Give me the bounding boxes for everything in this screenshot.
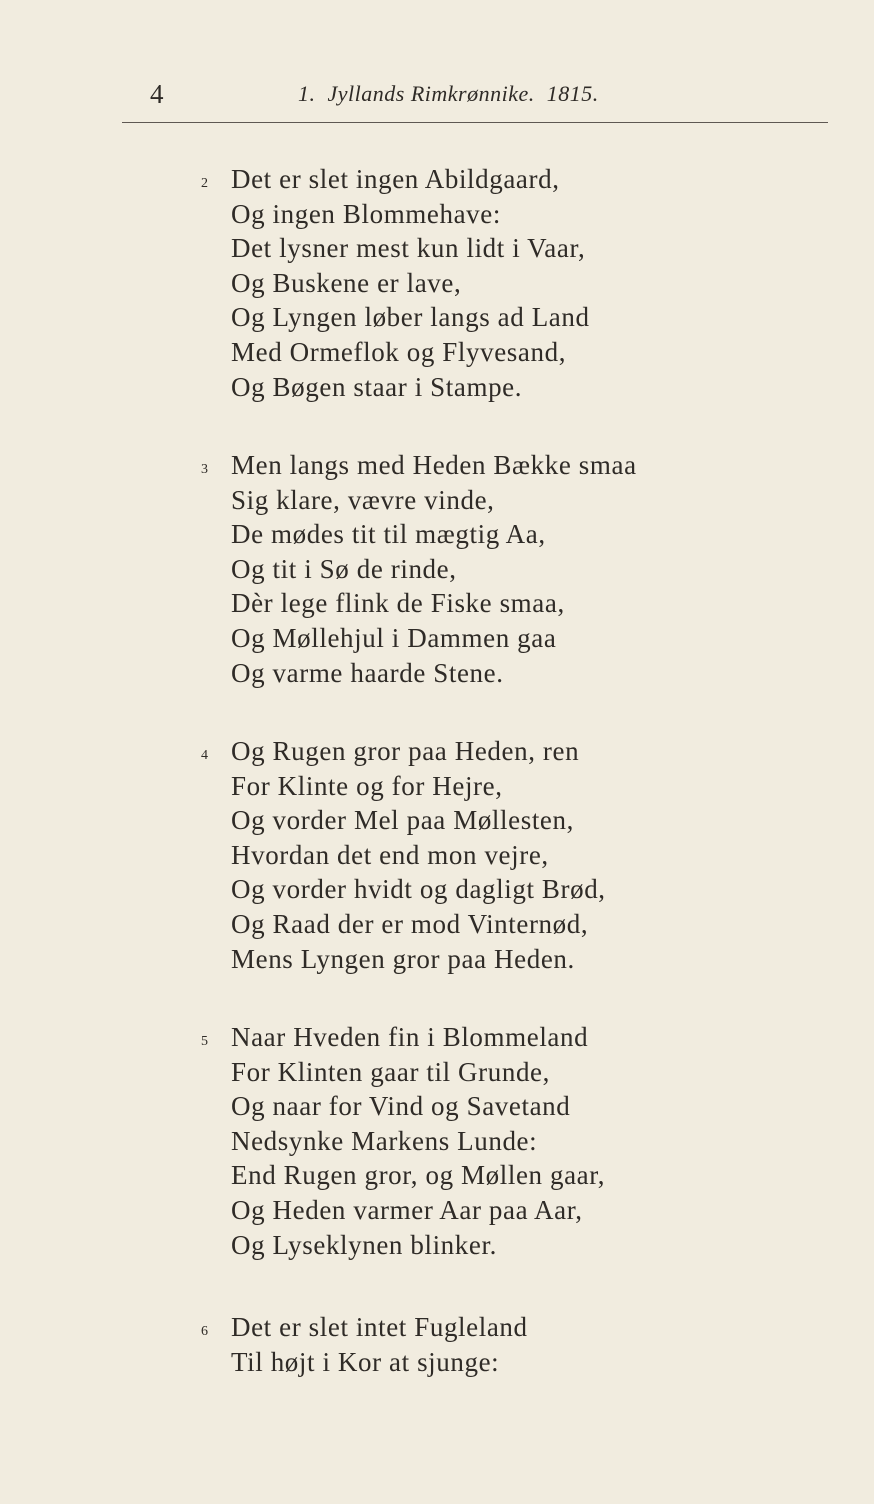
verse-line: Og tit i Sø de rinde, [231, 553, 457, 584]
verse-line: Og vorder hvidt og dagligt Brød, [231, 874, 606, 905]
verse-line: Mens Lyngen gror paa Heden. [231, 943, 575, 974]
stanza-number: 5 [201, 1034, 208, 1049]
page-header [0, 0, 874, 125]
verse-line: Og varme haarde Stene. [231, 657, 504, 688]
verse-line: Med Ormeflok og Flyvesand, [231, 337, 567, 367]
stanza-number: 3 [201, 462, 208, 477]
verse-line: Og Raad der er mod Vinternød, [231, 909, 589, 939]
verse-line: De mødes tit til mægtig Aa, [231, 519, 546, 550]
verse-line: Men langs med Heden Bække smaa [231, 450, 637, 480]
chapter-number: 1. [298, 81, 316, 106]
chapter-title: Jyllands Rimkrønnike. [327, 81, 535, 106]
verse-line: Det er slet ingen Abildgaard, [231, 164, 560, 194]
verse-line: Dèr lege flink de Fiske smaa, [231, 588, 565, 619]
verse-line: Og ingen Blommehave: [231, 198, 501, 229]
verse-line: Og Buskene er lave, [231, 267, 462, 298]
verse-line: Sig klare, vævre vinde, [231, 484, 495, 515]
verse-line: Hvordan det end mon vejre, [231, 839, 549, 870]
verse-line: End Rugen gror, og Møllen gaar, [231, 1160, 606, 1191]
chapter-year: 1815. [546, 81, 599, 106]
verse-line: Og Heden varmer Aar paa Aar, [231, 1195, 583, 1225]
running-head [298, 78, 611, 110]
verse-line: Og Møllehjul i Dammen gaa [231, 623, 557, 653]
verse-line: Og Rugen gror paa Heden, ren [231, 736, 580, 766]
verse-line: Det lysner mest kun lidt i Vaar, [231, 233, 586, 264]
header-rule [122, 122, 828, 123]
verse-line: For Klinten gaar til Grunde, [231, 1056, 550, 1087]
verse-line: Og Bøgen staar i Stampe. [231, 371, 523, 402]
verse-line: Til højt i Kor at sjunge: [231, 1346, 500, 1377]
stanza-number: 6 [201, 1324, 208, 1339]
page-number: 4 [150, 79, 164, 109]
verse-line: Og naar for Vind og Savetand [231, 1091, 571, 1122]
verse-line: Og Lyngen løber langs ad Land [231, 302, 590, 333]
stanza-number: 4 [201, 748, 208, 763]
verse-line: Det er slet intet Fugleland [231, 1312, 528, 1342]
verse-line: Og vorder Mel paa Møllesten, [231, 805, 574, 836]
verse-line: Nedsynke Markens Lunde: [231, 1125, 538, 1156]
verse-line: Og Lyseklynen blinker. [231, 1229, 497, 1260]
verse-line: Naar Hveden fin i Blommeland [231, 1022, 589, 1052]
stanza-number: 2 [201, 176, 208, 191]
verse-line: For Klinte og for Hejre, [231, 770, 503, 801]
